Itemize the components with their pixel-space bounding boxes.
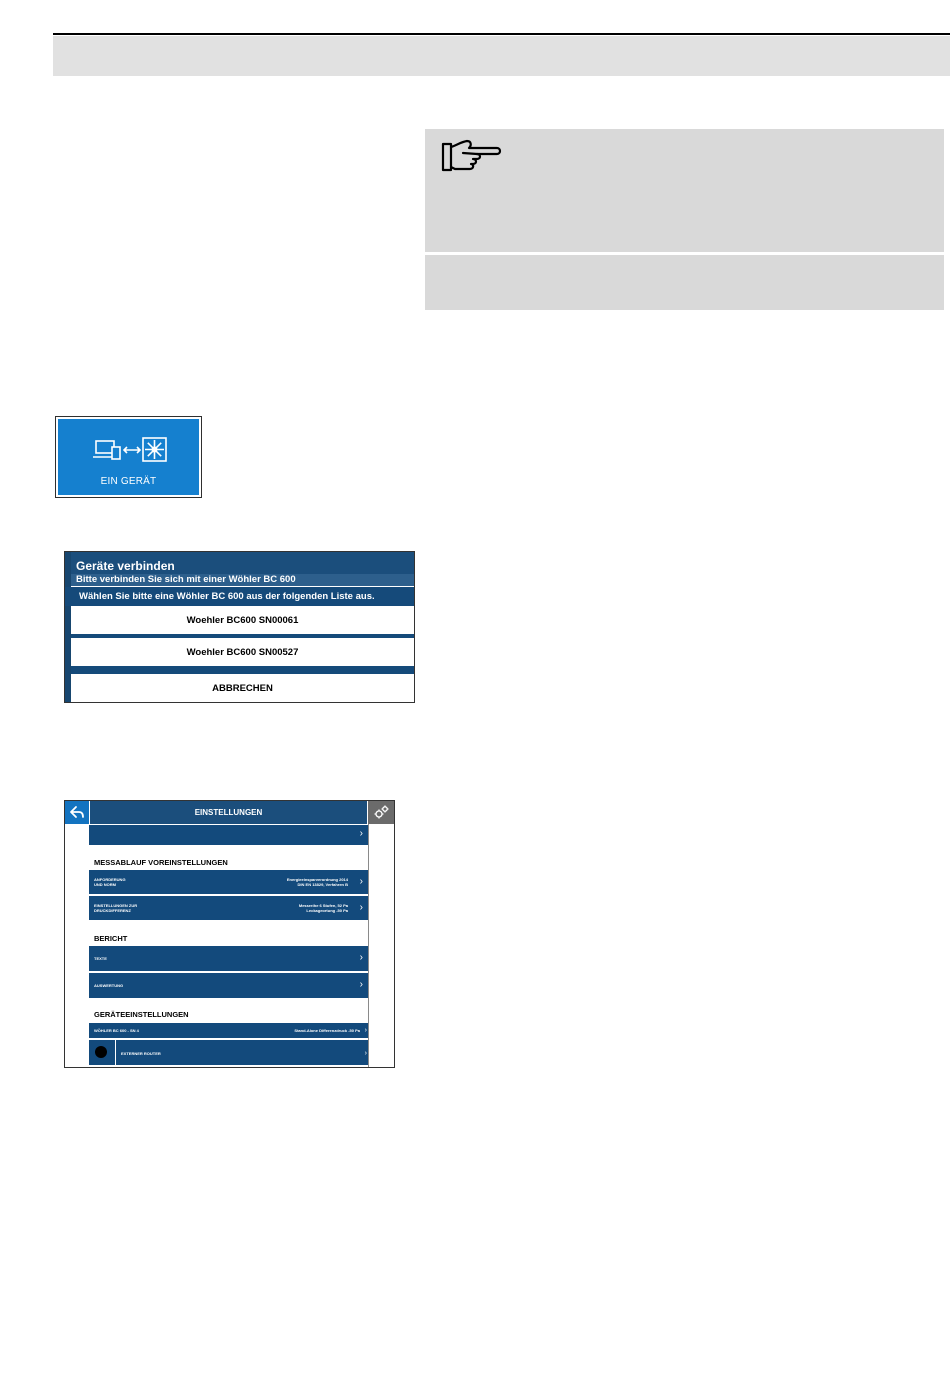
tile-label: EIN GERÄT [100,476,157,487]
device-option-button[interactable]: Woehler BC600 SN00061 [71,607,414,634]
router-toggle[interactable] [89,1040,115,1065]
chevron-right-icon: › [359,828,363,839]
row-value: Stand-Alone Differenzdruck -50 Pa [294,1028,360,1033]
section-heading: MESSABLAUF VOREINSTELLUNGEN [94,858,228,867]
settings-row-evaluation[interactable] [89,973,368,998]
section-heading: GERÄTEEINSTELLUNGEN [94,1010,189,1019]
connect-devices-dialog [64,551,415,703]
chevron-right-icon: › [364,1027,367,1034]
settings-row-requirement[interactable] [89,870,368,894]
settings-row-pressure[interactable] [89,896,368,920]
radio-dot-icon [95,1046,107,1058]
pointing-hand-icon [441,139,503,175]
row-label: AUSWERTUNG [94,983,124,988]
header-bar [53,36,950,76]
settings-row-texts[interactable] [89,946,368,971]
page-title: EINSTELLUNGEN [194,808,263,817]
device-option-button[interactable]: Woehler BC600 SN00527 [71,639,414,666]
row-label: EXTERNER ROUTER [121,1051,161,1056]
settings-row-router[interactable] [116,1040,368,1065]
header-rule [53,33,950,35]
cancel-button[interactable]: ABBRECHEN [71,675,414,702]
chevron-right-icon: › [359,979,363,990]
dialog-instruction: Wählen Sie bitte eine Wöhler BC 600 aus der folgenden Liste aus. [79,591,375,602]
row-value: Energieeinsparverordnung 2014 DIN EN 13829, Verfahren B [286,877,348,887]
settings-row-device[interactable] [89,1023,368,1038]
separator [71,665,414,674]
settings-screen [64,800,395,1068]
section-heading: BERICHT [94,934,128,943]
scrollbar[interactable] [368,824,369,1068]
chevron-right-icon: › [359,952,363,963]
row-label: TEXTE [94,956,107,961]
dialog-title: Geräte verbinden [76,559,175,573]
back-button[interactable] [65,801,89,824]
gear-icon [368,801,394,824]
device-connect-icon [93,437,169,463]
chevron-right-icon: › [359,902,363,913]
row-label: EINSTELLUNGEN ZUR DRUCKDIFFERENZ [94,903,138,913]
dialog-subtitle: Bitte verbinden Sie sich mit einer Wöhler BC 600 [76,574,296,585]
row-label: WÖHLER BC 600 - SN 4 [94,1028,139,1033]
row-value: Messreihe 6 Stufen, 52 Pa Leckageortung -50 Pa [298,903,348,913]
note-box-footer [425,255,944,310]
settings-gear-button[interactable] [368,801,394,824]
settings-row-partial[interactable] [89,825,368,845]
chevron-right-icon: › [359,876,363,887]
chevron-right-icon: › [364,1050,367,1057]
back-arrow-icon [65,801,89,824]
row-label: ANFORDERUNG UND NORM [94,877,126,887]
